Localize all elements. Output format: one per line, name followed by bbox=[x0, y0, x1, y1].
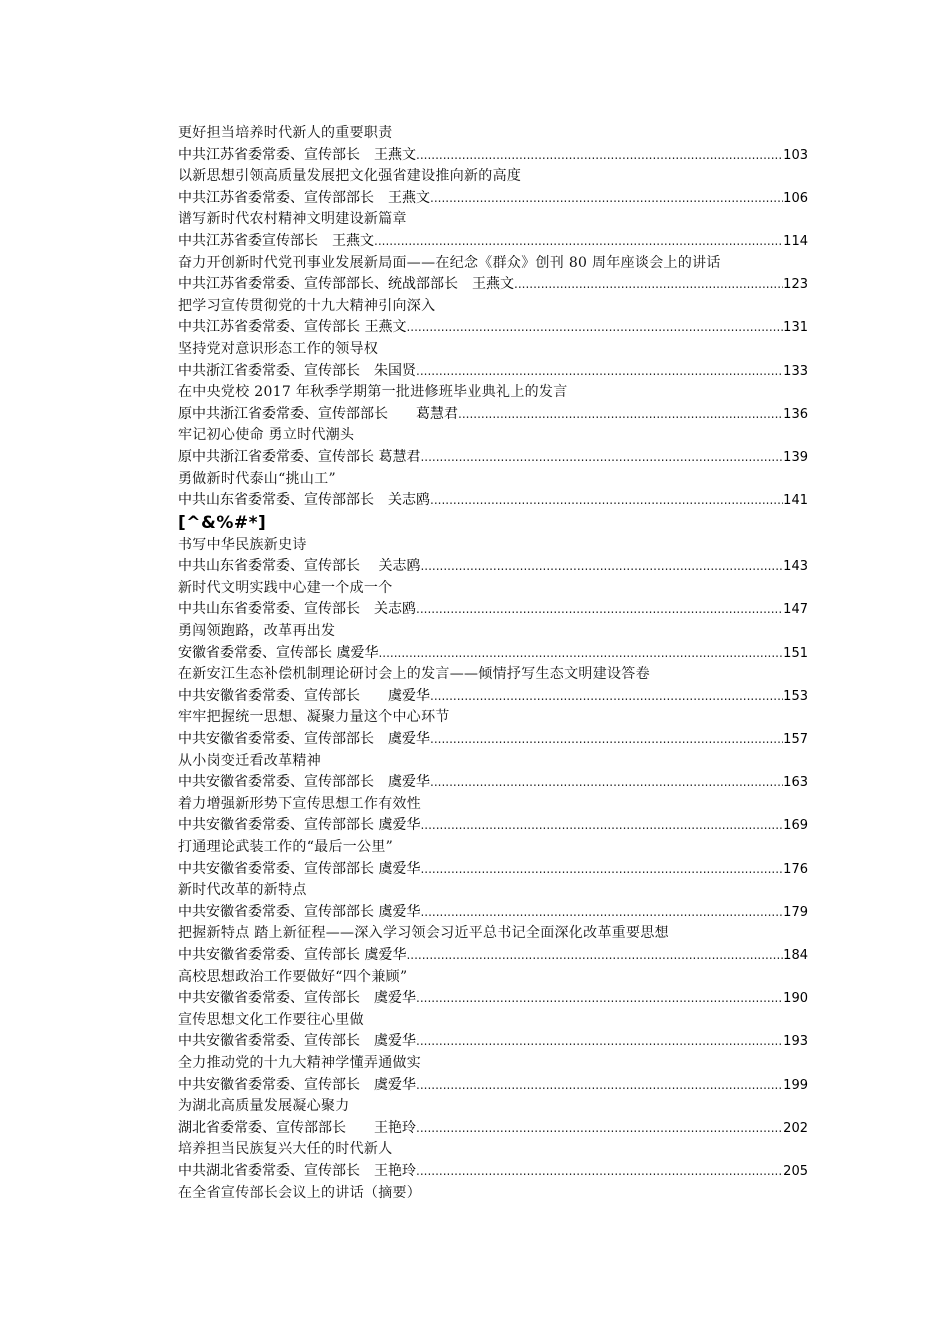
toc-entry-row[interactable] bbox=[178, 274, 808, 296]
dot-leader bbox=[420, 902, 783, 924]
toc-entry-page-number: 157 bbox=[783, 732, 808, 748]
toc-entry-row[interactable] bbox=[178, 772, 808, 794]
dot-leader bbox=[416, 1118, 783, 1140]
toc-entry-row[interactable] bbox=[178, 902, 808, 924]
toc-entry-author: 中共江苏省委常委、宣传部部长 王燕文 bbox=[178, 189, 430, 206]
toc-entry-row[interactable] bbox=[178, 231, 808, 253]
toc-entry-row[interactable] bbox=[178, 145, 808, 167]
toc-entry-author: 原中共浙江省委常委、宣传部部长 葛慧君 bbox=[178, 405, 458, 422]
toc-entry-author: 中共浙江省委常委、宣传部长 朱国贤 bbox=[178, 362, 416, 379]
toc-entry-page-number: 193 bbox=[783, 1034, 808, 1050]
dot-leader bbox=[416, 599, 783, 621]
dot-leader bbox=[416, 988, 783, 1010]
dot-leader bbox=[430, 188, 783, 210]
toc-entry-author: 中共安徽省委常委、宣传部长 虞爱华 bbox=[178, 990, 416, 1007]
toc-entry-page-number: 151 bbox=[783, 645, 808, 661]
toc-entry-row[interactable] bbox=[178, 490, 808, 512]
toc-entry-title[interactable]: 把学习宣传贯彻党的十九大精神引向深入 bbox=[178, 297, 436, 314]
toc-entry-title[interactable]: 奋力开创新时代党刊事业发展新局面——在纪念《群众》创刊 80 周年座谈会上的讲话 bbox=[178, 254, 721, 271]
dot-leader bbox=[430, 729, 783, 751]
dot-leader bbox=[416, 1161, 783, 1183]
dot-leader bbox=[420, 556, 783, 578]
toc-entry-title[interactable]: 牢牢把握统一思想、凝聚力量这个中心环节 bbox=[178, 709, 450, 726]
dot-leader bbox=[406, 317, 783, 339]
dot-leader bbox=[430, 686, 783, 708]
toc-entry-title[interactable]: 在中央党校 2017 年秋季学期第一批进修班毕业典礼上的发言 bbox=[178, 384, 568, 401]
toc-entry-title[interactable]: 全力推动党的十九大精神学懂弄通做实 bbox=[178, 1054, 422, 1071]
toc-entry-row[interactable] bbox=[178, 361, 808, 383]
toc-entry-title[interactable]: 打通理论武装工作的“最后一公里” bbox=[178, 839, 394, 855]
toc-entry-title[interactable]: 从小岗变迁看改革精神 bbox=[178, 752, 321, 769]
dot-leader bbox=[420, 447, 783, 469]
toc-entry-author: 中共山东省委常委、宣传部部长 关志鸥 bbox=[178, 492, 430, 509]
toc-entry-title[interactable]: 牢记初心使命 勇立时代潮头 bbox=[178, 427, 355, 444]
toc-entry-page-number: 184 bbox=[783, 947, 808, 963]
dot-leader bbox=[416, 145, 783, 167]
toc-entry-author: 中共安徽省委常委、宣传部部长 虞爱华 bbox=[178, 731, 430, 748]
toc-entry-page-number: 147 bbox=[783, 602, 808, 618]
dot-leader bbox=[430, 772, 783, 794]
toc-entry-title[interactable]: 书写中华民族新史诗 bbox=[178, 536, 307, 553]
section-marker: [^&%#*] bbox=[178, 512, 267, 533]
toc-entry-page-number: 143 bbox=[783, 559, 808, 575]
toc-entry-page-number: 136 bbox=[783, 406, 808, 422]
toc-entry-page-number: 176 bbox=[783, 861, 808, 877]
toc-entry-page-number: 131 bbox=[783, 320, 808, 336]
toc-entry-author: 原中共浙江省委常委、宣传部长 葛慧君 bbox=[178, 448, 421, 465]
toc-entry-page-number: 169 bbox=[783, 818, 808, 834]
toc-entry-row[interactable] bbox=[178, 1031, 808, 1053]
toc-entry-title[interactable]: 把握新特点 踏上新征程——深入学习领会习近平总书记全面深化改革重要思想 bbox=[178, 925, 669, 942]
toc-entry-author: 中共安徽省委常委、宣传部部长 虞爱华 bbox=[178, 817, 421, 834]
toc-entry-author: 安徽省委常委、宣传部长 虞爱华 bbox=[178, 644, 379, 661]
toc-entry-page-number: 202 bbox=[783, 1120, 808, 1136]
toc-entry-title[interactable]: 谱写新时代农村精神文明建设新篇章 bbox=[178, 211, 407, 228]
dot-leader bbox=[514, 274, 783, 296]
toc-entry-page-number: 114 bbox=[783, 233, 808, 249]
toc-entry-author: 中共江苏省委宣传部长 王燕文 bbox=[178, 232, 374, 249]
toc-entry-title[interactable]: 高校思想政治工作要做好“四个兼顾” bbox=[178, 968, 408, 985]
toc-entry-author: 中共安徽省委常委、宣传部长 虞爱华 bbox=[178, 1033, 416, 1050]
toc-entry-row[interactable] bbox=[178, 988, 808, 1010]
toc-entry-title[interactable]: 培养担当民族复兴大任的时代新人 bbox=[178, 1141, 393, 1158]
toc-entry-page-number: 199 bbox=[783, 1077, 808, 1093]
table-of-contents bbox=[178, 123, 808, 1204]
toc-entry-title[interactable]: 宣传思想文化工作要往心里做 bbox=[178, 1011, 364, 1028]
dot-leader bbox=[406, 945, 783, 967]
toc-entry-title[interactable]: 新时代文明实践中心建一个成一个 bbox=[178, 579, 393, 596]
toc-entry-title[interactable]: 在新安江生态补偿机制理论研讨会上的发言——倾情抒写生态文明建设答卷 bbox=[178, 666, 650, 683]
toc-entry-page-number: 139 bbox=[783, 449, 808, 465]
toc-entry-title[interactable]: 更好担当培养时代新人的重要职责 bbox=[178, 125, 393, 141]
toc-entry-author: 中共安徽省委常委、宣传部长 虞爱华 bbox=[178, 687, 430, 704]
toc-entry-title[interactable]: 以新思想引领高质量发展把文化强省建设推向新的高度 bbox=[178, 168, 522, 185]
toc-entry-author: 湖北省委常委、宣传部部长 王艳玲 bbox=[178, 1119, 416, 1136]
toc-entry-author: 中共安徽省委常委、宣传部部长 虞爱华 bbox=[178, 903, 421, 920]
toc-entry-page-number: 133 bbox=[783, 363, 808, 379]
toc-entry-row[interactable] bbox=[178, 1161, 808, 1183]
toc-entry-title[interactable]: 坚持党对意识形态工作的领导权 bbox=[178, 340, 379, 357]
toc-entry-row[interactable] bbox=[178, 1075, 808, 1097]
toc-entry-page-number: 103 bbox=[783, 147, 808, 163]
dot-leader bbox=[416, 1075, 783, 1097]
toc-entry-row[interactable] bbox=[178, 556, 808, 578]
toc-entry-page-number: 153 bbox=[783, 688, 808, 704]
toc-entry-title[interactable]: 勇做新时代泰山“挑山工” bbox=[178, 470, 336, 487]
toc-entry-row[interactable] bbox=[178, 945, 808, 967]
toc-entry-author: 中共江苏省委常委、宣传部部长、统战部部长 王燕文 bbox=[178, 276, 514, 293]
toc-entry-page-number: 141 bbox=[783, 493, 808, 509]
toc-entry-row[interactable] bbox=[178, 859, 808, 881]
dot-leader bbox=[374, 231, 783, 253]
toc-entry-page-number: 106 bbox=[783, 190, 808, 206]
dot-leader bbox=[458, 404, 783, 426]
toc-entry-author: 中共江苏省委常委、宣传部长 王燕文 bbox=[178, 146, 416, 163]
toc-entry-row[interactable] bbox=[178, 815, 808, 837]
toc-entry-title[interactable]: 新时代改革的新特点 bbox=[178, 882, 307, 899]
toc-entry-row[interactable] bbox=[178, 1118, 808, 1140]
dot-leader bbox=[378, 643, 783, 665]
dot-leader bbox=[430, 490, 783, 512]
toc-entry-author: 中共江苏省委常委、宣传部长 王燕文 bbox=[178, 319, 407, 336]
toc-entry-page-number: 205 bbox=[783, 1163, 808, 1179]
toc-entry-title[interactable]: 在全省宣传部长会议上的讲话（摘要） bbox=[178, 1184, 422, 1201]
toc-entry-page-number: 163 bbox=[783, 775, 808, 791]
toc-entry-row[interactable] bbox=[178, 599, 808, 621]
toc-entry-author: 中共安徽省委常委、宣传部长 虞爱华 bbox=[178, 1076, 416, 1093]
toc-entry-author: 中共湖北省委常委、宣传部长 王艳玲 bbox=[178, 1162, 416, 1179]
dot-leader bbox=[416, 1031, 783, 1053]
toc-entry-row[interactable] bbox=[178, 643, 808, 665]
toc-entry-page-number: 179 bbox=[783, 904, 808, 920]
toc-entry-author: 中共安徽省委常委、宣传部部长 虞爱华 bbox=[178, 774, 430, 791]
toc-entry-row[interactable] bbox=[178, 447, 808, 469]
toc-entry-row[interactable] bbox=[178, 729, 808, 751]
toc-entry-row[interactable] bbox=[178, 188, 808, 210]
toc-entry-row[interactable] bbox=[178, 686, 808, 708]
dot-leader bbox=[416, 361, 783, 383]
toc-entry-page-number: 123 bbox=[783, 277, 808, 293]
toc-entry-author: 中共安徽省委常委、宣传部部长 虞爱华 bbox=[178, 860, 421, 877]
toc-entry-title[interactable]: 勇闯领跑路，改革再出发 bbox=[178, 623, 336, 640]
toc-entry-row[interactable] bbox=[178, 404, 808, 426]
toc-entry-author: 中共山东省委常委、宣传部长 关志鸥 bbox=[178, 558, 421, 575]
toc-entry-row[interactable] bbox=[178, 317, 808, 339]
toc-entry-title[interactable]: 为湖北高质量发展凝心聚力 bbox=[178, 1098, 350, 1115]
dot-leader bbox=[420, 859, 783, 881]
toc-entry-author: 中共安徽省委常委、宣传部长 虞爱华 bbox=[178, 946, 407, 963]
toc-entry-page-number: 190 bbox=[783, 991, 808, 1007]
dot-leader bbox=[420, 815, 783, 837]
toc-entry-author: 中共山东省委常委、宣传部长 关志鸥 bbox=[178, 601, 416, 618]
toc-entry-title[interactable]: 着力增强新形势下宣传思想工作有效性 bbox=[178, 795, 422, 812]
